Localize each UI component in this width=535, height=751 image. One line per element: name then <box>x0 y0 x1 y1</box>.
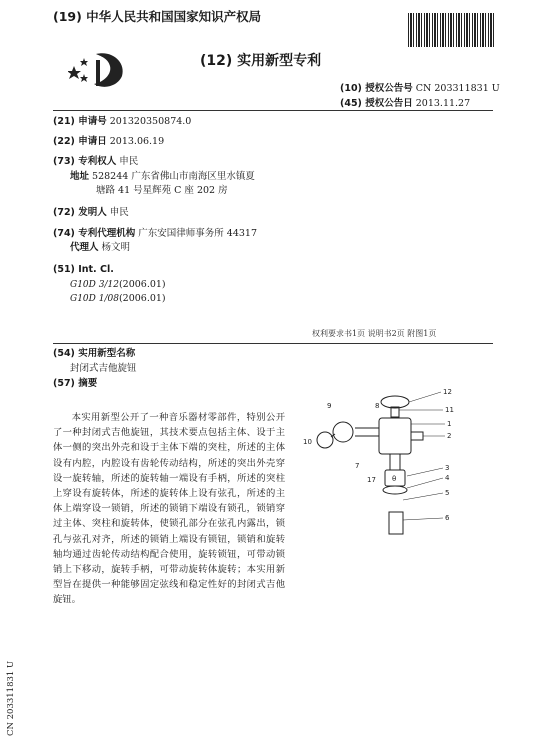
address-label: 地址 <box>70 171 90 182</box>
header-divider <box>53 110 493 111</box>
fig-label-10: 10 <box>303 438 312 446</box>
ipc1-code: G10D 3/12 <box>70 280 119 290</box>
page-counts: 权利要求书1页 说明书2页 附图1页 <box>312 329 437 338</box>
document-type: (12) 实用新型专利 <box>200 53 322 69</box>
utility-model-title: 封闭式吉他旋钮 <box>70 363 137 374</box>
patentee-label: (73) 专利权人 <box>53 156 117 167</box>
fig-label-8: 8 <box>375 402 380 410</box>
address-line1: 528244 广东省佛山市南海区里水镇夏 <box>92 171 255 182</box>
ipc-class-2 <box>70 292 166 306</box>
ipc2-version: (2006.01) <box>118 293 166 304</box>
patentee <box>53 155 138 168</box>
abstract-text: 本实用新型公开了一种音乐器材零部件，特别公开了一种封闭式吉他旋钮，其技术要点包括主体、设于主体一侧的突出外壳和设于主体下端的突柱，所述的主体设有内腔，内腔设有齿轮传动结构，所述的突出外壳穿设一旋转轴，所述的旋转轴一端设有手柄，所述的突柱上穿设有旋转体，所述的旋转体上设有弦孔，所述的主体上端穿设一锁销，所述的锁销下端设有锁孔，锁销穿过主体、突柱和旋转体，使锁孔部分在弦孔内露出，锁孔与弦孔对齐，所述的锁销上端设有锁钮，锁销和旋转轴均通过齿轮传动结构配合使用，旋转锁钮，可带动锁销上下移动，旋转手柄，可带动旋转体旋转；本实用新型旨在提供一种能够固定弦线和稳定性好的封闭式吉他旋钮。 <box>53 412 285 606</box>
pub-number-label: (10) 授权公告号 <box>340 83 413 94</box>
patent-drawing <box>295 380 470 540</box>
fig-label-2: 2 <box>447 432 452 440</box>
inventor-label: (72) 发明人 <box>53 207 107 218</box>
sipo-logo-icon <box>68 48 130 90</box>
fig-label-4: 4 <box>445 474 450 482</box>
fig-label-6: 6 <box>445 514 450 522</box>
pub-date-row <box>340 95 470 109</box>
patentee-value: 申民 <box>119 156 139 167</box>
agent-label: 代理人 <box>70 242 99 253</box>
barcode <box>408 13 496 47</box>
title-label-text: (54) 实用新型名称 <box>53 348 136 359</box>
address-line2: 塘路 41 号星辉苑 C 座 202 房 <box>96 185 228 196</box>
ipc-class-1 <box>70 278 166 292</box>
application-number-value: 201320350874.0 <box>109 116 192 127</box>
address <box>70 170 255 183</box>
side-publication-number: CN 203311831 U <box>6 660 16 736</box>
office-name: (19) 中华人民共和国国家知识产权局 <box>53 9 262 24</box>
inventor <box>53 206 129 219</box>
pub-number: CN 203311831 U <box>415 83 500 94</box>
abstract-label <box>53 377 97 390</box>
agency-value: 广东安国律师事务所 44317 <box>138 228 257 239</box>
figure-theta-symbol: θ <box>392 475 397 483</box>
pub-date-label: (45) 授权公告日 <box>340 98 413 109</box>
fig-label-1: 1 <box>447 420 452 428</box>
fig-label-17: 17 <box>367 476 376 484</box>
ipc1-version: (2006.01) <box>118 279 166 290</box>
pages-divider <box>53 343 493 344</box>
agency-label: (74) 专利代理机构 <box>53 228 136 239</box>
title-label <box>53 347 135 360</box>
agency <box>53 227 257 240</box>
pub-date: 2013.11.27 <box>415 98 471 109</box>
ipc-label: (51) Int. Cl. <box>53 264 114 275</box>
fig-label-5: 5 <box>445 489 450 497</box>
filing-date-value: 2013.06.19 <box>109 136 165 147</box>
fig-label-3: 3 <box>445 464 450 472</box>
pub-number-row <box>340 80 500 94</box>
agent-value: 杨文明 <box>101 242 131 253</box>
fig-label-11: 11 <box>445 406 454 414</box>
inventor-value: 申民 <box>109 207 129 218</box>
filing-date-label: (22) 申请日 <box>53 136 107 147</box>
agent <box>70 241 130 254</box>
application-number-label: (21) 申请号 <box>53 116 107 127</box>
abstract-label-text: (57) 摘要 <box>53 378 98 389</box>
ipc-heading <box>53 263 114 276</box>
ipc2-code: G10D 1/08 <box>70 294 119 304</box>
application-number <box>53 115 191 128</box>
filing-date <box>53 135 164 148</box>
figure-labels <box>303 388 454 522</box>
fig-label-9: 9 <box>327 402 332 410</box>
fig-label-7: 7 <box>355 462 360 470</box>
fig-label-12: 12 <box>443 388 452 396</box>
